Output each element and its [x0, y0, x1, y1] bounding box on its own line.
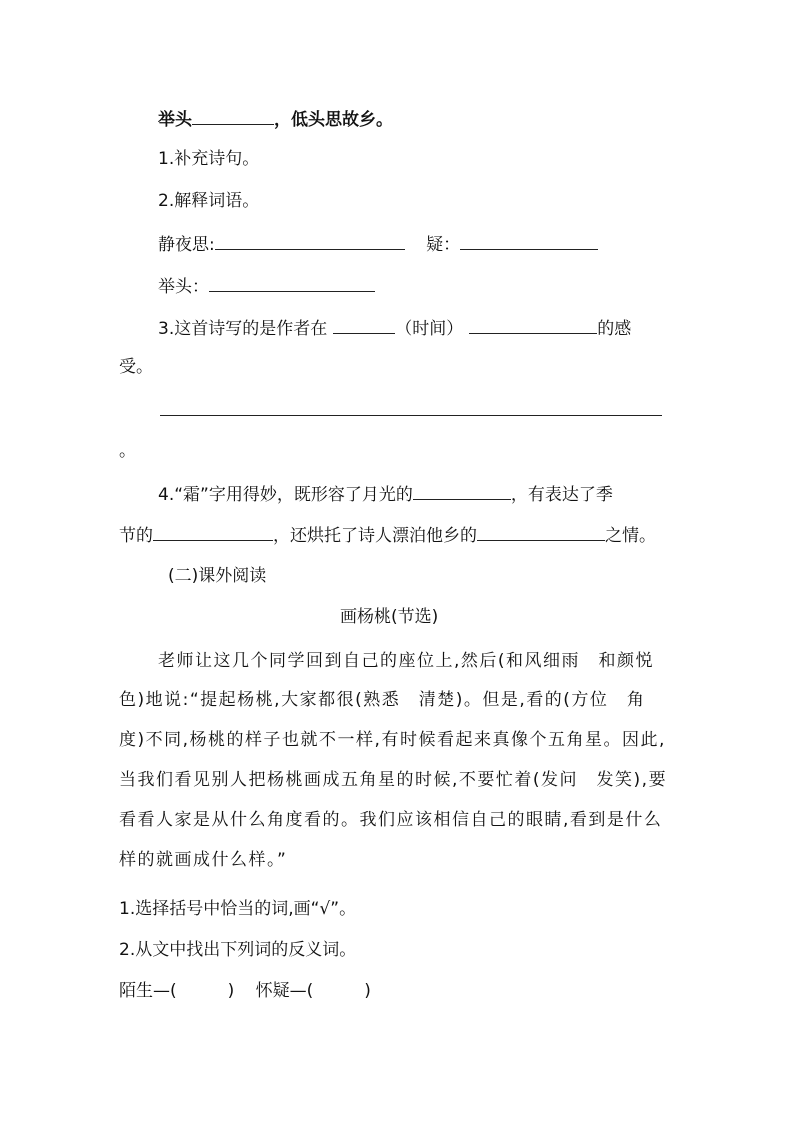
poem-line-end: ，低头思故乡。 — [274, 110, 393, 130]
passage-question-2: 2.从文中找出下列词的反义词。 — [119, 940, 357, 960]
term-jutou: 举头： — [158, 277, 209, 297]
passage-line: 老师让这几个同学回到自己的座位上,然后(和风细雨 和颜悦 — [158, 651, 655, 671]
passage-line: 当我们看见别人把杨桃画成五角星的时候,不要忙着(发问 发笑),要 — [119, 770, 668, 790]
question-2: 2.解释词语。 — [158, 191, 260, 211]
passage-line: 度)不同,杨桃的样子也就不一样,有时候看起来真像个五角星。因此, — [119, 730, 666, 750]
poem-line-start: 举头 — [158, 110, 192, 130]
term-row-1 — [158, 232, 598, 256]
q3-time-blank[interactable] — [333, 316, 395, 334]
term-jingyesi-blank[interactable] — [215, 232, 405, 250]
q4-moonlight-blank[interactable] — [413, 482, 511, 500]
q3-period: 。 — [119, 441, 136, 461]
q4-part1: 4.“霜”字用得妙，既形容了月光的 — [158, 485, 413, 505]
passage-question-1: 1.选择括号中恰当的词,画“√”。 — [119, 899, 357, 919]
poem-line — [158, 107, 393, 131]
q3-part2: （时间） — [395, 319, 464, 339]
antonym-pair-2[interactable]: 怀疑—( ) — [255, 981, 371, 1001]
q3-part3: 的感 — [597, 319, 632, 339]
q3-answer-line[interactable] — [160, 415, 662, 416]
q4-part4: ，还烘托了诗人漂泊他乡的 — [273, 526, 477, 546]
question-4-cont — [119, 523, 656, 547]
term-jingyesi: 静夜思: — [158, 235, 215, 255]
term-row-2 — [158, 274, 375, 298]
term-jutou-blank[interactable] — [209, 274, 375, 292]
antonym-row — [119, 980, 371, 1002]
q4-part3: 节的 — [119, 526, 153, 546]
q4-feeling-blank[interactable] — [477, 523, 605, 541]
passage-line: 色)地说:“提起杨桃,大家都很(熟悉 清楚)。但是,看的(方位 角 — [119, 690, 646, 710]
antonym-pair-1[interactable]: 陌生—( ) — [119, 981, 235, 1001]
question-1: 1.补充诗句。 — [158, 149, 260, 169]
term-yi: 疑： — [426, 235, 461, 255]
section-title: (二)课外阅读 — [168, 566, 267, 586]
q3-feeling-blank[interactable] — [469, 316, 597, 334]
question-3-cont: 受。 — [119, 357, 153, 377]
passage-line: 看看人家是从什么角度看的。我们应该相信自己的眼睛,看到是什么 — [119, 810, 663, 830]
q4-part2: ，有表达了季 — [510, 485, 613, 505]
poem-blank[interactable] — [192, 107, 274, 125]
question-3 — [158, 316, 631, 340]
q4-part5: 之情。 — [605, 526, 656, 546]
passage-line: 样的就画成什么样。” — [119, 850, 288, 870]
question-4 — [158, 482, 613, 506]
term-yi-blank[interactable] — [460, 232, 598, 250]
passage-title: 画杨桃(节选) — [340, 607, 439, 627]
q4-season-blank[interactable] — [153, 523, 273, 541]
q3-part1: 3.这首诗写的是作者在 — [158, 319, 328, 339]
